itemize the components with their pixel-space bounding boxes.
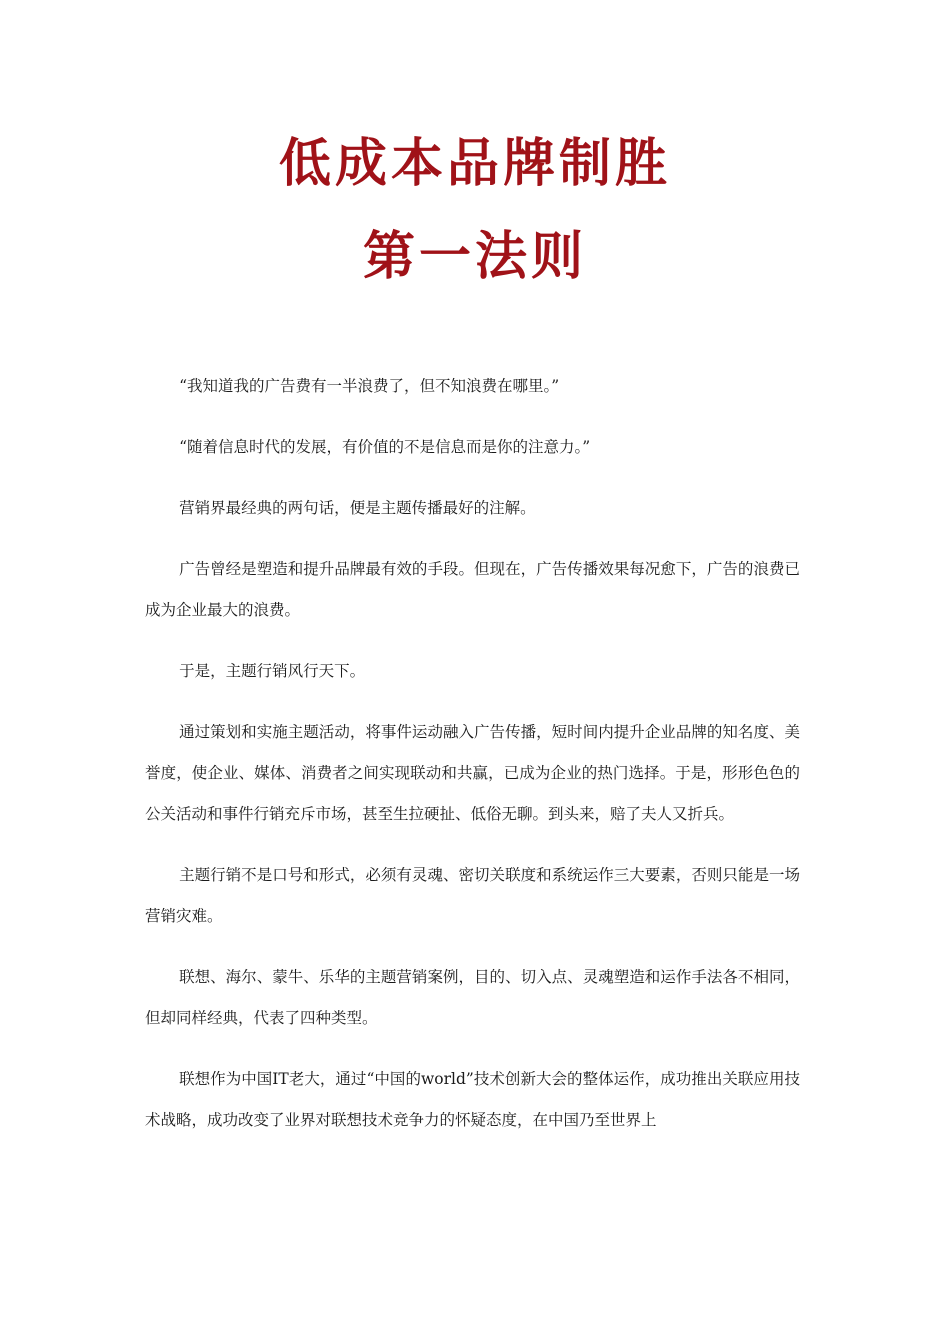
paragraph: 营销界最经典的两句话，便是主题传播最好的注解。 (179, 499, 536, 517)
paragraph: 主题行销不是口号和形式，必须有灵魂、密切关联度和系统运作三大要素，否则只能是一场营销灾难。 (145, 866, 800, 925)
paragraph: 广告曾经是塑造和提升品牌最有效的手段。但现在，广告传播效果每况愈下，广告的浪费已成为企业最大的浪费。 (145, 560, 800, 619)
document-title-line-1: 低成本品牌制胜 (278, 133, 671, 194)
paragraph: 联想作为中国IT老大，通过“中国的world”技术创新大会的整体运作，成功推出关联应用技术战略，成功改变了业界对联想技术竞争力的怀疑态度，在中国乃至世界上 (145, 1070, 800, 1129)
document-body (145, 366, 800, 1161)
paragraph-quote-1: “我知道我的广告费有一半浪费了，但不知浪费在哪里。” (179, 377, 560, 395)
paragraph: 通过策划和实施主题活动，将事件运动融入广告传播，短时间内提升企业品牌的知名度、美誉度，使企业、媒体、消费者之间实现联动和共赢，已成为企业的热门选择。于是，形形色色的公关活动和事件行销充斥市场，甚至生拉硬扯、低俗无聊。到头来，赔了夫人又折兵。 (145, 723, 800, 823)
document-title-line-2: 第一法则 (362, 226, 587, 287)
paragraph-quote-2: “随着信息时代的发展，有价值的不是信息而是你的注意力。” (179, 438, 591, 456)
paragraph: 于是，主题行销风行天下。 (179, 662, 366, 680)
paragraph: 联想、海尔、蒙牛、乐华的主题营销案例，目的、切入点、灵魂塑造和运作手法各不相同，但却同样经典，代表了四种类型。 (145, 968, 800, 1027)
